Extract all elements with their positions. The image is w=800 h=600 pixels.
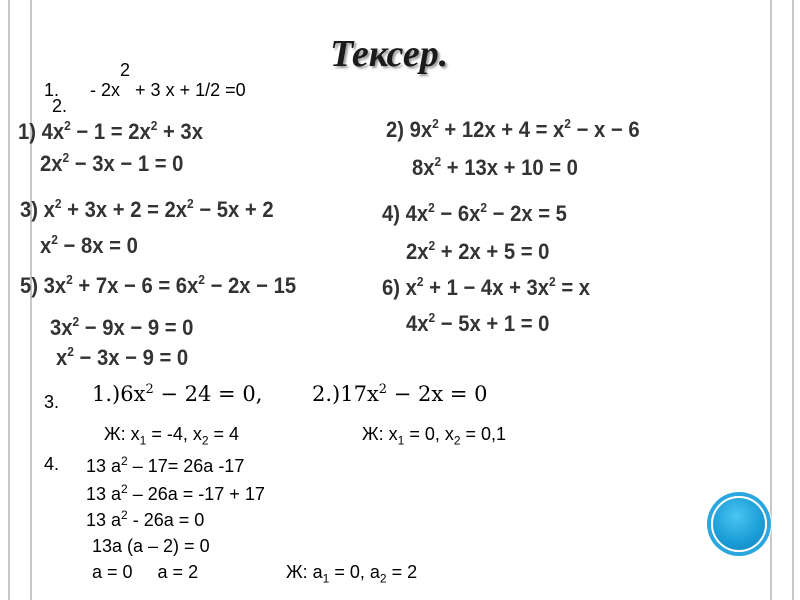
task2-item6-line2: $4x^2 - 5x + 1 = 0$ xyxy=(406,310,550,336)
task2-item2-line1: 2) $9x^2 + 12x + 4 = x^2 - x - 6$ xyxy=(386,116,640,142)
task4-answer: Ж: $a_1 = 0$, $a_2 = 2$ xyxy=(286,562,418,586)
task2-item3-line2: $x^2 - 8x = 0$ xyxy=(40,232,138,258)
task2-item2-line2: $8x^2 + 13x + 10 = 0$ xyxy=(412,154,578,180)
task1-expression: - 2x2 + 3 x + 1/2 =0 xyxy=(90,60,246,100)
task3-answer1: Ж: $x_1 = -4$, $x_2 = 4$ xyxy=(104,424,240,448)
blue-circle-decoration xyxy=(711,496,767,552)
task2-item1-line2: $2x^2 - 3x - 1 = 0$ xyxy=(40,150,184,176)
task4-number: 4. xyxy=(44,454,60,474)
task3-equation2: $2.)17x^2 - 2x = 0$ xyxy=(312,382,488,406)
task4-line5: a = 0 a = 2 xyxy=(92,562,199,582)
task2-number: 2. xyxy=(52,96,68,116)
right-frame-border xyxy=(770,0,794,600)
task3-number: 3. xyxy=(44,392,60,412)
task2-item5-line3: $x^2 - 3x - 9 = 0$ xyxy=(56,344,189,370)
page-title: Тексер. xyxy=(330,33,449,75)
left-frame-border xyxy=(8,0,32,600)
task4-line3: 13 $a^2 - 26a = 0$ xyxy=(86,508,205,530)
task3-equation1: $1.)6x^2 - 24 = 0$, xyxy=(92,382,263,406)
task2-item5-line2: $3x^2 - 9x - 9 = 0$ xyxy=(50,314,194,340)
task2-item3-line1: 3) $x^2 + 3x + 2 = 2x^2 - 5x + 2$ xyxy=(20,196,274,222)
task4-line2: 13 $a^2 - 26a = -17 + 17$ xyxy=(86,482,265,504)
task4-line4: 13a (a – 2) = 0 xyxy=(92,536,210,556)
task2-item4-line2: $2x^2 + 2x + 5 = 0$ xyxy=(406,238,550,264)
task3-answer2: Ж: $x_1 = 0$, $x_2 = 0,1$ xyxy=(362,424,507,448)
task2-item1-line1: 1) $4x^2 - 1 = 2x^2 + 3x$ xyxy=(18,118,203,144)
task2-item5-line1: 5) $3x^2 + 7x - 6 = 6x^2 - 2x - 15$ xyxy=(20,272,297,298)
task4-line1: 13 $a^2 - 17= 26a$ -17 xyxy=(86,454,245,476)
task2-item6-line1: 6) $x^2 + 1 - 4x + 3x^2 = x$ xyxy=(382,274,591,300)
task2-item4-line1: 4) $4x^2 - 6x^2 - 2x = 5$ xyxy=(382,200,567,226)
task1-number: 1. xyxy=(44,80,60,100)
